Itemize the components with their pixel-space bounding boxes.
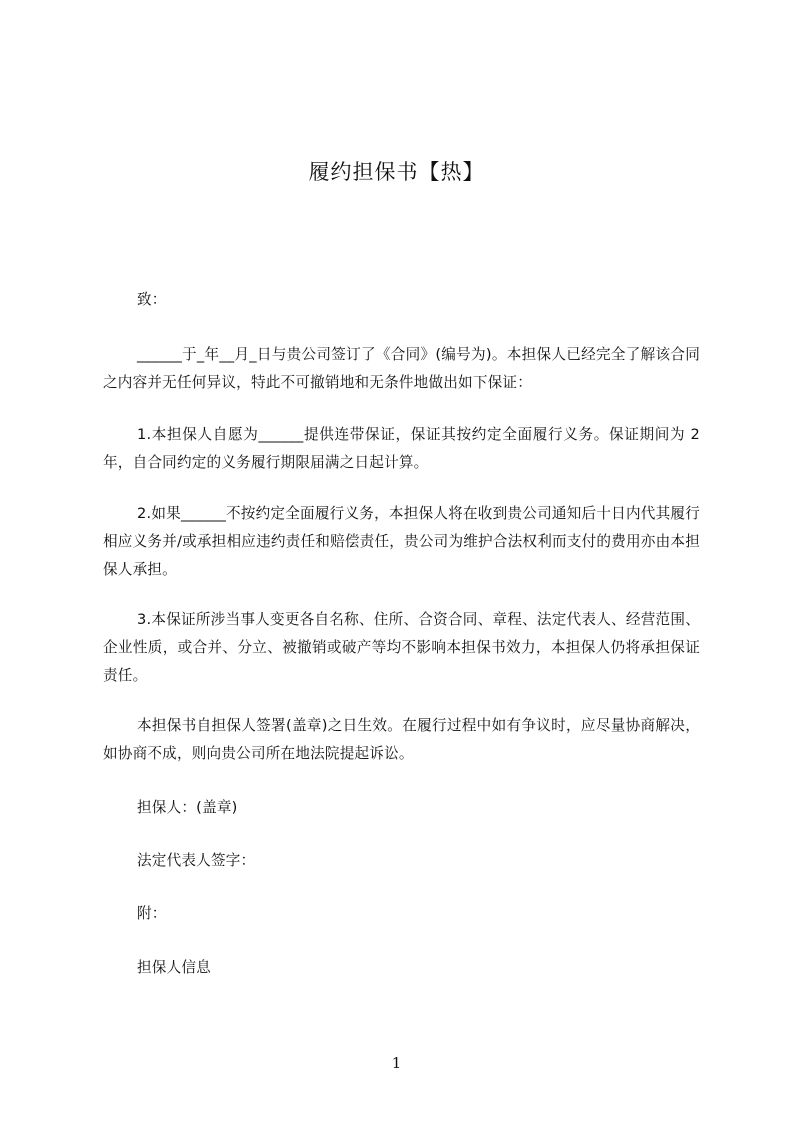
intro-paragraph: ______于_年__月_日与贵公司签订了《合同》(编号为)。本担保人已经完全了解该合同之内容并无任何异议，特此不可撤销地和无条件地做出如下保证： xyxy=(103,346,700,391)
guarantor-signature-line: 担保人：(盖章) xyxy=(137,799,238,816)
clause-1: 1.本担保人自愿为______提供连带保证，保证其按约定全面履行义务。保证期间为 2 年，自合同约定的义务履行期限届满之日起计算。 xyxy=(103,426,700,471)
effective-clause: 本担保书自担保人签署(盖章)之日生效。在履行过程中如有争议时，应尽量协商解决，如协商不成，则向贵公司所在地法院提起诉讼。 xyxy=(103,717,700,762)
document-title: 履约担保书【热】 xyxy=(308,160,485,185)
clause-2: 2.如果______不按约定全面履行义务，本担保人将在收到贵公司通知后十日内代其履行相应义务并/或承担相应违约责任和赔偿责任，贵公司为维护合法权利而支付的费用亦由本担保人承担。 xyxy=(103,505,700,578)
guarantor-info-label: 担保人信息 xyxy=(137,959,211,976)
salutation: 致： xyxy=(137,291,167,308)
clause-3: 3.本保证所涉当事人变更各自名称、住所、合资合同、章程、法定代表人、经营范围、企业性质，或合并、分立、被撤销或破产等均不影响本担保书效力，本担保人仍将承担保证责任。 xyxy=(103,611,700,684)
page-number: 1 xyxy=(391,1054,402,1072)
appendix-label: 附： xyxy=(137,905,167,922)
legal-representative-line: 法定代表人签字： xyxy=(137,852,256,869)
